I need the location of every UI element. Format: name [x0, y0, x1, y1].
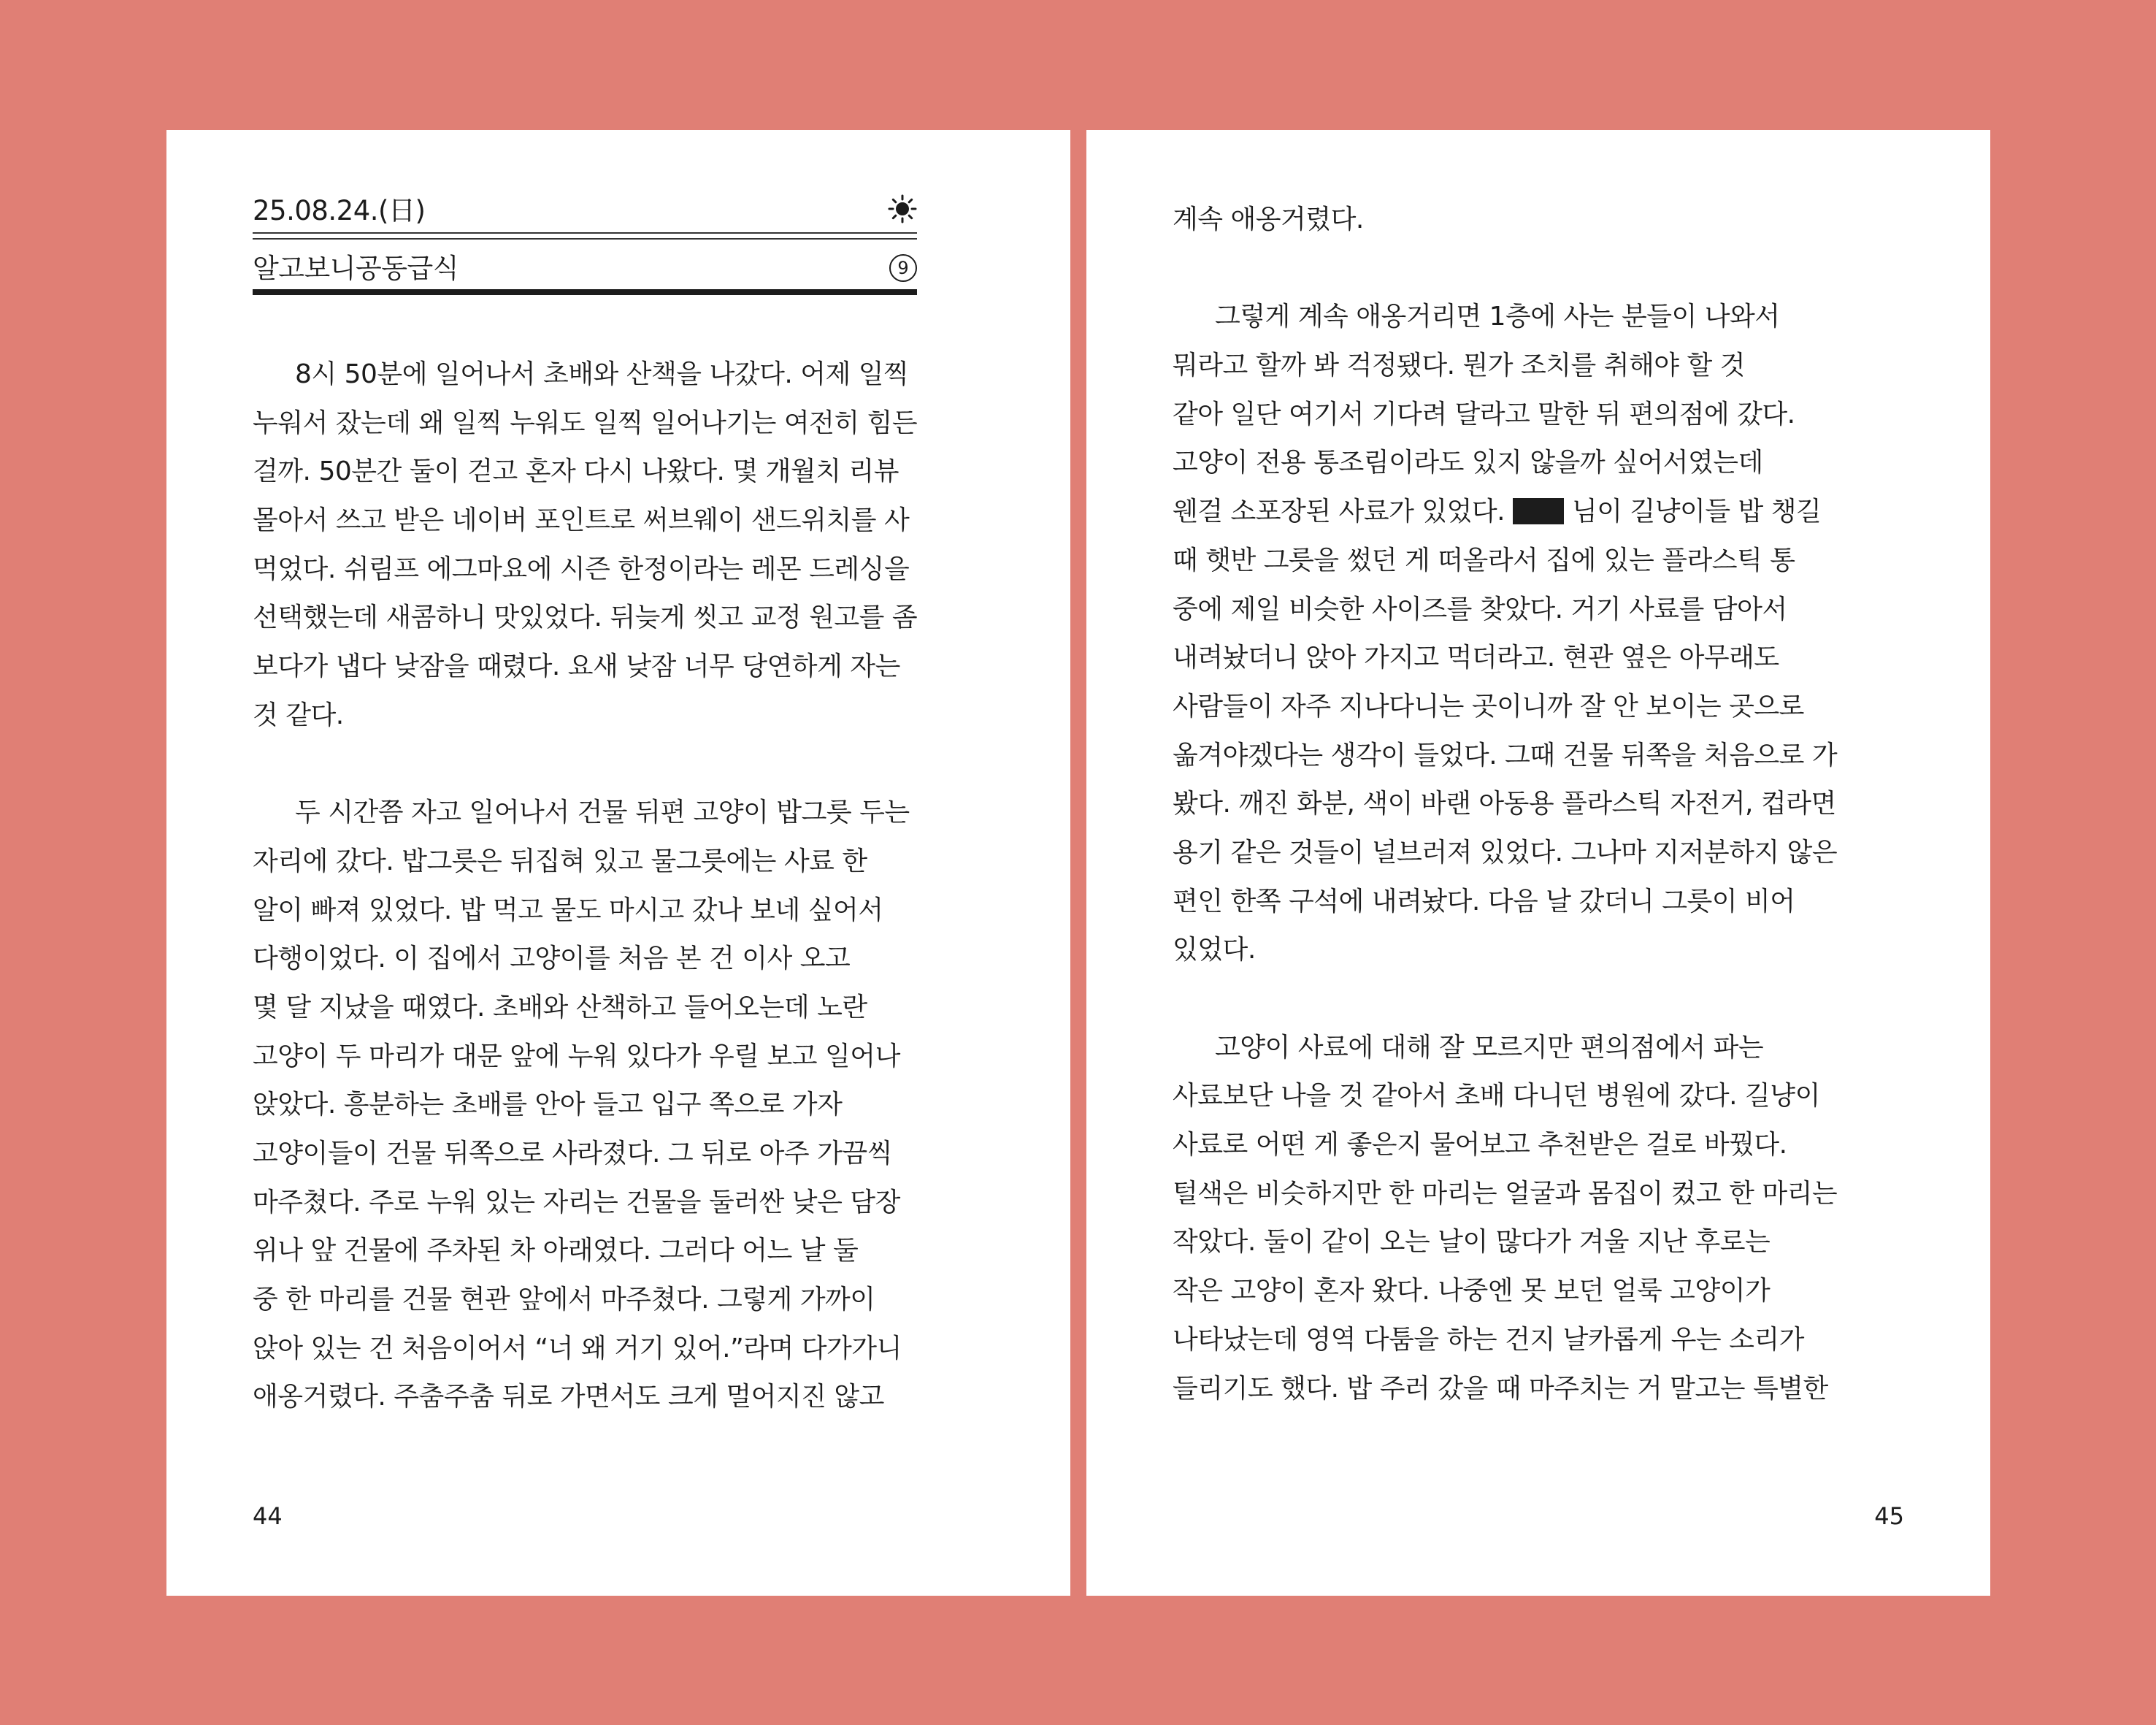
text-line: 앉아 있는 건 처음이어서 “너 왜 거기 있어.”라며 다가가니	[253, 1333, 902, 1363]
left-page	[166, 130, 1070, 1596]
text-line: 알이 빠져 있었다. 밥 먹고 물도 마시고 갔나 보네 싶어서	[253, 895, 883, 925]
text-line: 용기 같은 것들이 널브러져 있었다. 그나마 지저분하지 않은	[1173, 837, 1838, 868]
text-line: 뭐라고 할까 봐 걱정됐다. 뭔가 조치를 취해야 할 것	[1173, 351, 1746, 381]
text-line: 편인 한쪽 구석에 내려놨다. 다음 날 갔더니 그릇이 비어	[1173, 886, 1795, 917]
text-line: 고양이 두 마리가 대문 앞에 누워 있다가 우릴 보고 일어나	[253, 1041, 900, 1071]
date-row	[253, 190, 917, 241]
left-body-text	[253, 351, 924, 1422]
text-line: 누워서 잤는데 왜 일찍 누워도 일찍 일어나기는 여전히 힘든	[253, 408, 918, 438]
text-line: 다행이었다. 이 집에서 고양이를 처음 본 건 이사 오고	[253, 944, 851, 974]
entry-title: 알고보니공동급식	[253, 253, 459, 284]
right-page	[1086, 130, 1990, 1596]
text-line: 작은 고양이 혼자 왔다. 나중엔 못 보던 얼룩 고양이가	[1173, 1276, 1771, 1307]
redacted-name-block	[1513, 498, 1564, 524]
text-line: 나타났는데 영역 다툼을 하는 건지 날카롭게 우는 소리가	[1173, 1324, 1804, 1355]
text-line-with-redaction	[1173, 488, 1844, 537]
title-rule	[253, 289, 917, 295]
text-line: 사료보단 나을 것 같아서 초배 다니던 병원에 갔다. 길냥이	[1173, 1081, 1820, 1112]
paragraph-gap	[1173, 245, 1844, 294]
text-line: 옮겨야겠다는 생각이 들었다. 그때 건물 뒤쪽을 처음으로 가	[1173, 740, 1838, 770]
paragraph-gap	[253, 741, 924, 789]
right-body-text	[1173, 196, 1844, 1413]
text-line: 보다가 냅다 낮잠을 때렸다. 요새 낮잠 너무 당연하게 자는	[253, 651, 900, 682]
text-line: 고양이 전용 통조림이라도 있지 않을까 싶어서였는데	[1173, 448, 1763, 478]
diary-date: 25.08.24.(日)	[253, 195, 426, 226]
text-line: 봤다. 깨진 화분, 색이 바랜 아동용 플라스틱 자전거, 컵라면	[1173, 789, 1836, 819]
text-line: 위나 앞 건물에 주차된 차 아래였다. 그러다 어느 날 둘	[253, 1236, 859, 1266]
text-line: 자리에 갔다. 밥그릇은 뒤집혀 있고 물그릇에는 사료 한	[253, 846, 867, 876]
text-line: 걸까. 50분간 둘이 걷고 혼자 다시 나왔다. 몇 개월치 리뷰	[253, 456, 899, 487]
header-rule-top	[253, 232, 917, 234]
text-line: 그렇게 계속 애옹거리면 1층에 사는 분들이 나와서	[1215, 302, 1780, 332]
text-line: 앉았다. 흥분하는 초배를 안아 들고 입구 쪽으로 가자	[253, 1090, 843, 1120]
text-segment: 웬걸 소포장된 사료가 있었다.	[1173, 497, 1505, 527]
text-line: 선택했는데 새콤하니 맛있었다. 뒤늦게 씻고 교정 원고를 좀	[253, 603, 918, 633]
text-line: 중에 제일 비슷한 사이즈를 찾았다. 거기 사료를 담아서	[1173, 594, 1787, 624]
text-line: 몇 달 지났을 때였다. 초배와 산책하고 들어오는데 노란	[253, 992, 867, 1022]
chapter-number: 9	[889, 254, 917, 282]
text-line: 8시 50분에 일어나서 초배와 산책을 나갔다. 어제 일찍	[295, 359, 909, 389]
text-line: 몰아서 쓰고 받은 네이버 포인트로 써브웨이 샌드위치를 사	[253, 505, 910, 536]
paragraph-gap	[1173, 975, 1844, 1024]
text-line: 털색은 비슷하지만 한 마리는 얼굴과 몸집이 컸고 한 마리는	[1173, 1178, 1838, 1209]
title-row	[253, 241, 917, 289]
text-line: 내려놨더니 앉아 가지고 먹더라고. 현관 옆은 아무래도	[1173, 643, 1779, 673]
text-line: 두 시간쯤 자고 일어나서 건물 뒤편 고양이 밥그릇 두는	[295, 798, 910, 828]
text-line: 사람들이 자주 지나다니는 곳이니까 잘 안 보이는 곳으로	[1173, 691, 1804, 722]
text-line: 때 햇반 그릇을 썼던 게 떠올라서 집에 있는 플라스틱 통	[1173, 545, 1795, 575]
text-line: 작았다. 둘이 같이 오는 날이 많다가 겨울 지난 후로는	[1173, 1227, 1771, 1258]
text-line: 들리기도 했다. 밥 주러 갔을 때 마주치는 거 말고는 특별한	[1173, 1373, 1828, 1404]
text-line: 애옹거렸다. 주춤주춤 뒤로 가면서도 크게 멀어지진 않고	[253, 1382, 884, 1412]
text-line: 있었다.	[1173, 935, 1256, 965]
sun-icon	[888, 194, 917, 223]
text-line: 계속 애옹거렸다.	[1173, 204, 1364, 234]
text-line: 고양이 사료에 대해 잘 모르지만 편의점에서 파는	[1215, 1032, 1764, 1063]
text-segment: 님이 길냥이들 밥 챙길	[1572, 497, 1822, 527]
text-line: 중 한 마리를 건물 현관 앞에서 마주쳤다. 그렇게 가까이	[253, 1285, 875, 1315]
page-number: 44	[253, 1502, 283, 1530]
page-number: 45	[1874, 1502, 1904, 1530]
text-line: 사료로 어떤 게 좋은지 물어보고 추천받은 걸로 바꿨다.	[1173, 1130, 1787, 1160]
diary-header	[253, 190, 917, 289]
text-line: 고양이들이 건물 뒤쪽으로 사라졌다. 그 뒤로 아주 가끔씩	[253, 1139, 892, 1169]
text-line: 같아 일단 여기서 기다려 달라고 말한 뒤 편의점에 갔다.	[1173, 399, 1795, 429]
text-line: 먹었다. 쉬림프 에그마요에 시즌 한정이라는 레몬 드레싱을	[253, 554, 910, 584]
text-line: 마주쳤다. 주로 누워 있는 자리는 건물을 둘러싼 낮은 담장	[253, 1187, 900, 1217]
text-line: 것 같다.	[253, 700, 344, 730]
header-rule-double	[253, 238, 917, 240]
